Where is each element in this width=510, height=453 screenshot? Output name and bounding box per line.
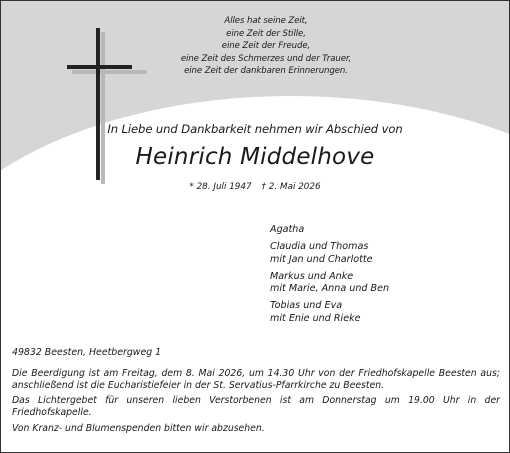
- cross-shadow-horizontal: [72, 70, 147, 74]
- mourner-group: [270, 300, 389, 325]
- mourner-line: Agatha: [270, 224, 305, 235]
- mourner-group: [270, 224, 389, 236]
- funeral-paragraph: Die Beerdigung ist am Freitag, dem 8. Mai 2026, um 14.30 Uhr von der Friedhofskapelle Beesten aus; anschließend ist die Eucharistiefeier in der St. Servatius-Pfarrkirche zu Beesten.: [12, 368, 500, 391]
- deceased-name: Heinrich Middelhove: [135, 144, 375, 170]
- mourner-group: [270, 271, 389, 296]
- mourners-list: [270, 224, 389, 330]
- mourner-line: Tobias und Eva: [270, 300, 343, 312]
- mourner-line: mit Jan und Charlotte: [270, 253, 373, 265]
- birth-date: * 28. Juli 1947: [189, 182, 252, 192]
- verse-line: eine Zeit der Freude,: [221, 41, 311, 52]
- flowers-paragraph: Von Kranz- und Blumenspenden bitten wir abzusehen.: [12, 422, 265, 434]
- mourner-line: mit Marie, Anna und Ben: [270, 283, 390, 295]
- verse-line: eine Zeit des Schmerzes und der Trauer,: [180, 53, 352, 64]
- mourner-line: Markus und Anke: [270, 270, 354, 282]
- verse-line: Alles hat seine Zeit,: [224, 16, 308, 26]
- address: 49832 Beesten, Heetbergweg 1: [12, 347, 162, 358]
- prayer-paragraph: Das Lichtergebet für unseren lieben Verstorbenen ist am Donnerstag um 19.00 Uhr in der Friedhofskapelle.: [12, 395, 500, 419]
- verse-line: eine Zeit der Stille,: [226, 28, 306, 39]
- mourner-line: Claudia und Thomas: [270, 241, 369, 253]
- life-dates: [1, 182, 509, 192]
- cross-icon-horizontal-beam: [67, 65, 132, 69]
- verse-line: eine Zeit der dankbaren Erinnerungen.: [184, 66, 348, 77]
- mourner-line: mit Enie und Rieke: [270, 312, 361, 324]
- intro-text: In Liebe und Dankbarkeit nehmen wir Abschied von: [107, 122, 403, 136]
- verse: [151, 15, 381, 78]
- death-date: † 2. Mai 2026: [261, 182, 321, 192]
- funeral-info: [12, 368, 500, 439]
- mourner-group: [270, 241, 389, 266]
